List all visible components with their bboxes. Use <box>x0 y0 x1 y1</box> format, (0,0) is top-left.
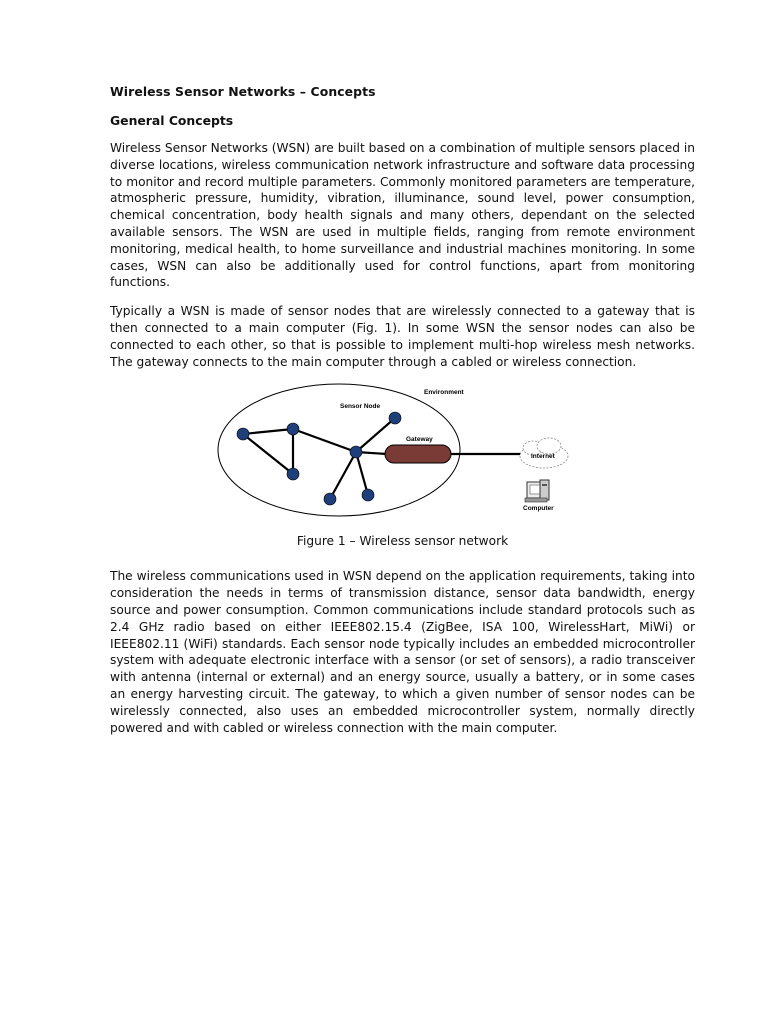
sensor-node <box>389 412 401 424</box>
sensor-node <box>324 493 336 505</box>
label-computer: Computer <box>523 505 554 513</box>
label-environment: Environment <box>424 389 464 397</box>
document-page <box>110 84 695 748</box>
section-heading: General Concepts <box>110 113 234 128</box>
link <box>293 429 356 452</box>
figure-caption: Figure 1 – Wireless sensor network <box>296 534 509 549</box>
gateway-shape <box>385 445 451 463</box>
link <box>243 434 293 474</box>
sensor-node <box>362 489 374 501</box>
paragraph-1: Wireless Sensor Networks (WSN) are built based on a combination of multiple sensors placed in diverse locations, wireless communication network infrastructure and software data processing to monitor and record multiple parameters. Commonly monitored parameters are temperature, atmospheric pressure, humidity, vibration, illuminance, sound level, power consumption, chemical concentration, body health signals and many others, dependant on the selected available sensors. The WSN are used in multiple fields, ranging from remote environment monitoring, medical health, to home surveillance and industrial machines monitoring. In some cases, WSN can also be additionally used for control functions, apart from monitoring functions. <box>110 141 695 290</box>
link <box>356 452 368 495</box>
label-sensor-node: Sensor Node <box>340 403 381 411</box>
link <box>243 429 293 434</box>
sensor-node <box>350 446 362 458</box>
paragraph-2: Typically a WSN is made of sensor nodes that are wirelessly connected to a gateway that is then connected to a main computer (Fig. 1). In some WSN the sensor nodes can also be connected to each other, so that is possible to implement multi-hop wireless mesh networks. The gateway connects to the main computer through a cabled or wireless connection. <box>110 304 695 369</box>
computer-icon <box>525 480 549 502</box>
document-title: Wireless Sensor Networks – Concepts <box>110 84 376 99</box>
sensor-nodes <box>237 412 401 505</box>
label-gateway: Gateway <box>406 436 433 444</box>
label-internet: Internet <box>531 453 555 461</box>
sensor-node <box>237 428 249 440</box>
paragraph-3: The wireless communications used in WSN depend on the application requirements, taking into consideration the needs in terms of transmission distance, sensor data bandwidth, energy source and power consumption. Common communications include standard protocols such as 2.4 GHz radio based on either IEEE802.15.4 (ZigBee, ISA 100, WirelessHart, MiWi) or IEEE802.11 (WiFi) standards. Each sensor node typically includes an embedded microcontroller system with adequate electronic interface with a sensor (or set of sensors), a radio transceiver with antenna (internal or external) and an energy source, usually a battery, or in some cases an energy harvesting circuit. The gateway, to which a given number of sensor nodes can be wirelessly connected, also uses an embedded microcontroller system, normally directly powered and with cabled or wireless connection with the main computer. <box>110 569 695 735</box>
wsn-diagram <box>215 382 585 522</box>
sensor-node <box>287 468 299 480</box>
figure-wsn <box>110 382 695 522</box>
sensor-node <box>287 423 299 435</box>
link <box>330 452 356 499</box>
